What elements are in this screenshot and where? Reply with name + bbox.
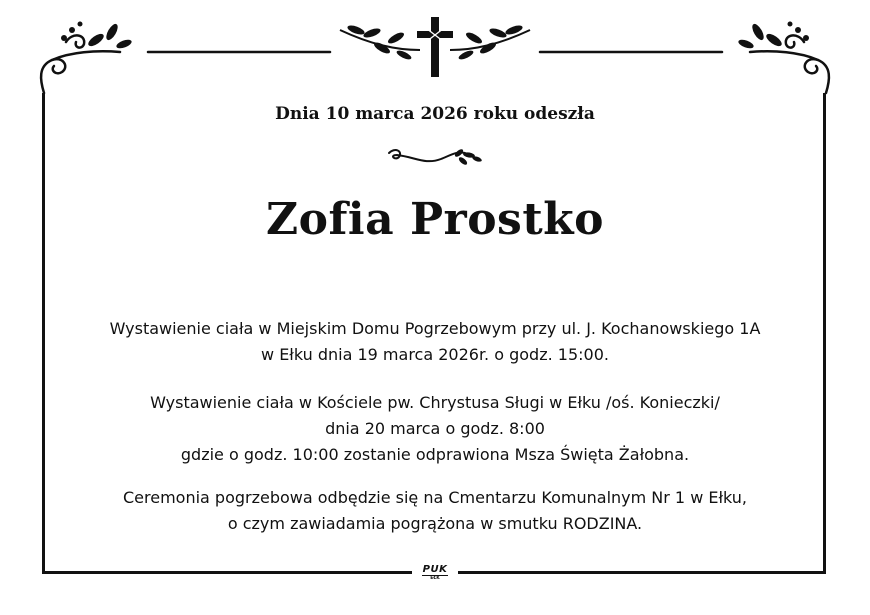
paragraph-line: gdzie o godz. 10:00 zostanie odprawiona Msza Święta Żałobna.	[180, 445, 690, 464]
paragraph-ceremony	[0, 485, 870, 537]
leaf-divider-icon	[385, 143, 485, 173]
footer-logo	[416, 564, 454, 581]
notice-headline: Dnia 10 marca 2026 roku odeszła	[275, 104, 595, 124]
paragraph-line: w Ełku dnia 19 marca 2026r. o godz. 15:00.	[261, 345, 609, 364]
corner-flourish-icon-left	[41, 35, 120, 93]
paragraph-line: Wystawienie ciała w Kościele pw. Chrystusa Sługi w Ełku /oś. Konieczki/	[150, 393, 720, 412]
top-ornament	[0, 0, 870, 100]
paragraph-line: Wystawienie ciała w Miejskim Domu Pogrzebowym przy ul. J. Kochanowskiego 1A	[109, 319, 761, 338]
paragraph-line: Ceremonia pogrzebowa odbędzie się na Cmentarzu Komunalnym Nr 1 w Ełku,	[122, 488, 748, 507]
corner-flourish-icon-right	[750, 35, 829, 93]
paragraph-line: o czym zawiadamia pogrążona w smutku RODZINA.	[227, 514, 643, 533]
logo-main-text: PUK	[422, 564, 448, 575]
frame-bottom-border-left	[42, 571, 412, 574]
deceased-name: Zofia Prostko	[266, 194, 604, 245]
logo-sub-text: EŁK	[422, 575, 448, 581]
paragraph-viewing-church	[0, 390, 870, 468]
paragraph-viewing-funeral-home	[0, 316, 870, 368]
paragraph-line: dnia 20 marca o godz. 8:00	[325, 419, 545, 438]
frame-bottom-border-right	[458, 571, 826, 574]
